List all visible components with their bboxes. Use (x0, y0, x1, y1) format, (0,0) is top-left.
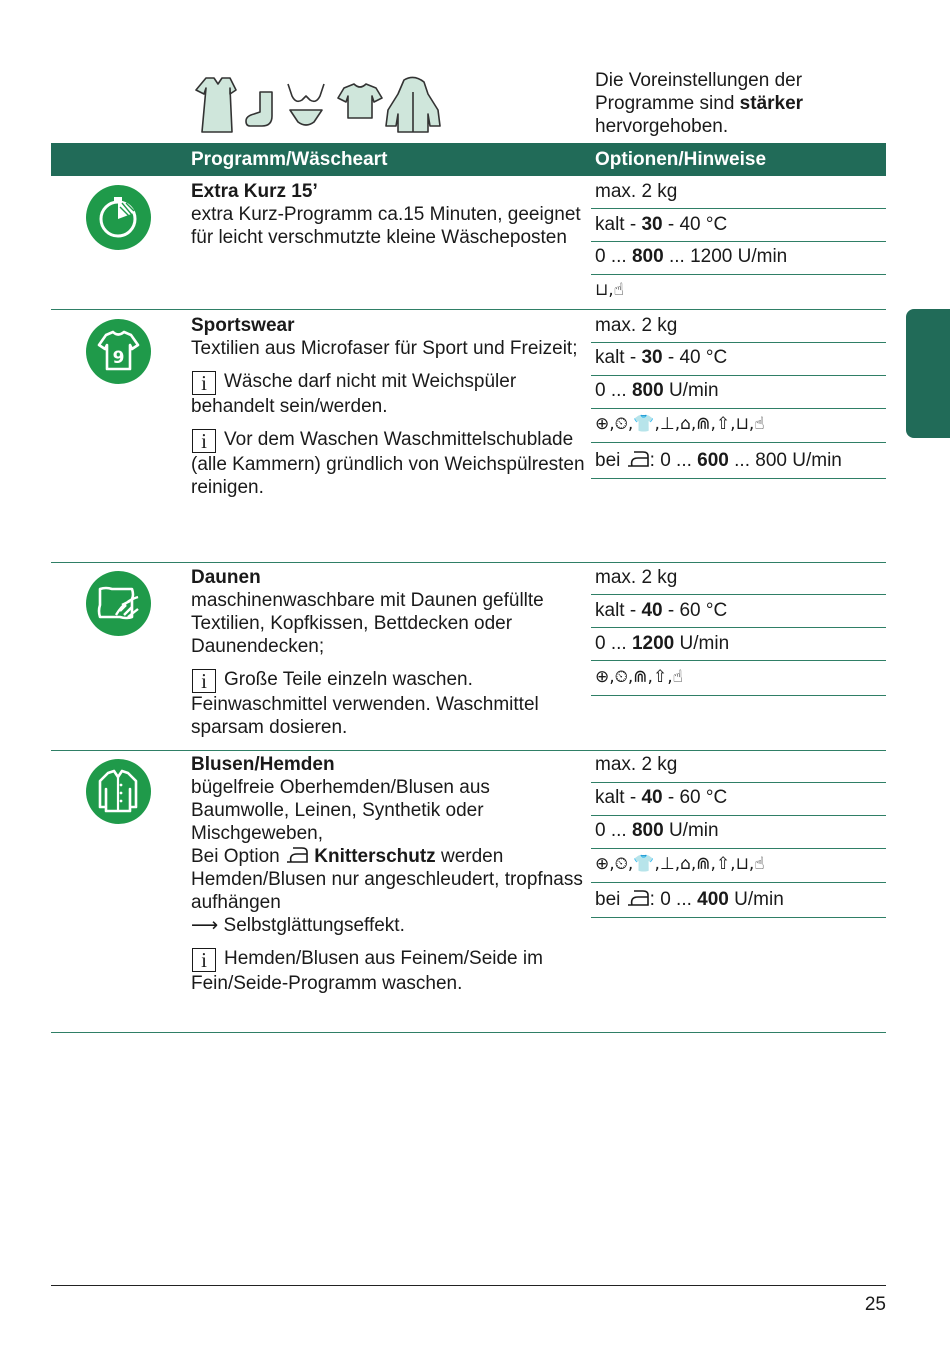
arrow-result: ⟶ Selbstglättungseffekt. (191, 915, 405, 936)
iron-icon (285, 846, 309, 864)
program-title: Daunen (191, 567, 261, 588)
sock-icon (246, 92, 272, 126)
info-icon: i (192, 371, 216, 395)
option-iron-spin: bei : 0 ... 600 ... 800 U/min (595, 450, 842, 471)
option-symbols: ⊔,☝ (595, 280, 625, 300)
option-temperature: kalt - 30 - 40 °C (595, 214, 728, 235)
knitterschutz-note: Bei Option Knitterschutz werden Hemden/Blusen nur angeschleudert, tropfnass aufhängen (191, 846, 583, 913)
chapter-side-tab (906, 309, 950, 438)
option-spin: 0 ... 800 ... 1200 U/min (595, 246, 788, 267)
option-load: max. 2 kg (595, 181, 678, 202)
bra-icon (288, 84, 324, 101)
program-description: maschinenwaschbare mit Daunen gefüllte Textilien, Kopfkissen, Bettdecken oder Daunendecken; (191, 590, 544, 657)
option-temperature: kalt - 40 - 60 °C (595, 600, 728, 621)
info-note: i Wäsche darf nicht mit Weichspüler behandelt sein/werden. (191, 371, 517, 417)
iron-icon (626, 889, 650, 907)
arrow-icon: ⟶ (191, 915, 219, 936)
option-temperature: kalt - 40 - 60 °C (595, 787, 728, 808)
program-description: extra Kurz-Programm ca.15 Minuten, geeignet für leicht verschmutzte kleine Wäscheposten (191, 204, 581, 248)
program-sportswear (191, 314, 586, 499)
header-options: Optionen/Hinweise (595, 149, 767, 170)
info-note: i Hemden/Blusen aus Feinem/Seide im Fein/Seide-Programm waschen. (191, 948, 543, 994)
dress-icon (196, 78, 236, 132)
option-load: max. 2 kg (595, 315, 678, 336)
down-pillow-icon (86, 571, 151, 636)
option-symbols: ⊕,⏲,👕,⊥,⌂,⋒,⇧,⊔,☝ (595, 414, 765, 434)
program-blusen-hemden (191, 753, 586, 995)
program-description: Textilien aus Microfaser für Sport und Freizeit; (191, 338, 578, 359)
tshirt-icon (338, 84, 382, 118)
option-spin: 0 ... 1200 U/min (595, 633, 730, 654)
option-spin: 0 ... 800 U/min (595, 380, 719, 401)
option-load: max. 2 kg (595, 567, 678, 588)
program-daunen (191, 566, 586, 739)
option-symbols: ⊕,⏲,⋒,⇧,☝ (595, 667, 683, 687)
shirt-blouse-icon (86, 759, 151, 824)
option-iron-spin: bei : 0 ... 400 U/min (595, 889, 784, 910)
option-load: max. 2 kg (595, 754, 678, 775)
info-icon: i (192, 429, 216, 453)
option-spin: 0 ... 800 U/min (595, 820, 719, 841)
program-title: Sportswear (191, 315, 295, 336)
stopwatch-15-icon (86, 185, 151, 250)
table-header (51, 143, 886, 176)
page-number: 25 (864, 1294, 886, 1315)
program-title: Blusen/Hemden (191, 754, 335, 775)
intro-bold: stärker (739, 93, 804, 114)
sports-shirt-icon (86, 319, 151, 384)
info-note: i Große Teile einzeln waschen. Feinwaschmittel verwenden. Waschmittel sparsam dosieren. (191, 669, 539, 738)
option-temperature: kalt - 30 - 40 °C (595, 347, 728, 368)
header-program: Programm/Wäscheart (191, 149, 388, 170)
option-symbols: ⊕,⏲,👕,⊥,⌂,⋒,⇧,⊔,☝ (595, 854, 765, 874)
info-icon: i (192, 669, 216, 693)
program-description: bügelfreie Oberhemden/Blusen aus Baumwolle, Leinen, Synthetik oder Mischgeweben, (191, 777, 490, 844)
program-extra-kurz (191, 180, 586, 249)
laundry-clothes-icons (192, 74, 447, 136)
svg-text:9: 9 (112, 348, 125, 368)
iron-icon (626, 450, 650, 468)
intro-text: Die Voreinstellungen der Programme sind stärker hervorgehoben. (595, 70, 804, 137)
info-icon: i (192, 948, 216, 972)
program-title: Extra Kurz 15’ (191, 181, 318, 202)
footer-divider (51, 1285, 886, 1286)
info-note: i Vor dem Waschen Waschmittelschublade (alle Kammern) gründlich von Weichspülresten reinigen. (191, 429, 585, 498)
